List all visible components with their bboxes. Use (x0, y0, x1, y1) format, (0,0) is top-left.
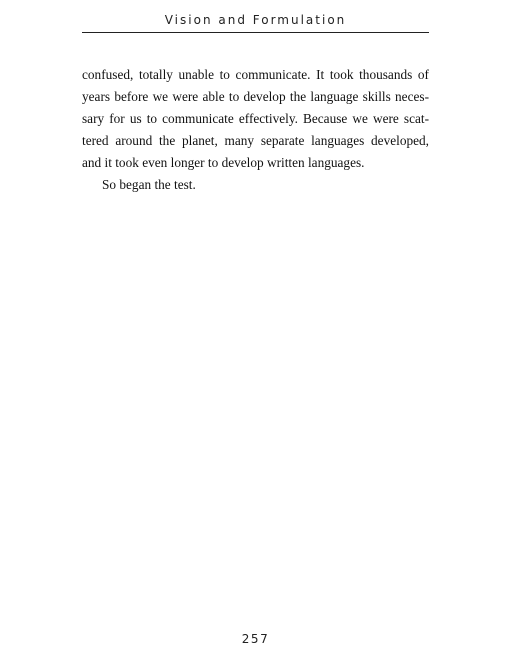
text-line: confused, totally unable to communicate. It took thousands of (82, 67, 429, 82)
text-line: sary for us to communicate effectively. Because we were scat- (82, 111, 429, 126)
text-line: So began the test. (102, 177, 196, 192)
body-text (82, 64, 429, 196)
paragraph-2 (82, 174, 429, 196)
page-number: 257 (241, 632, 270, 646)
paragraph-1 (82, 64, 429, 174)
text-line: tered around the planet, many separate languages developed, (82, 133, 429, 148)
text-line: and it took even longer to develop written languages. (82, 155, 365, 170)
running-header: Vision and Formulation (164, 13, 347, 27)
header-rule (82, 32, 429, 33)
text-line: years before we were able to develop the language skills neces- (82, 89, 429, 104)
